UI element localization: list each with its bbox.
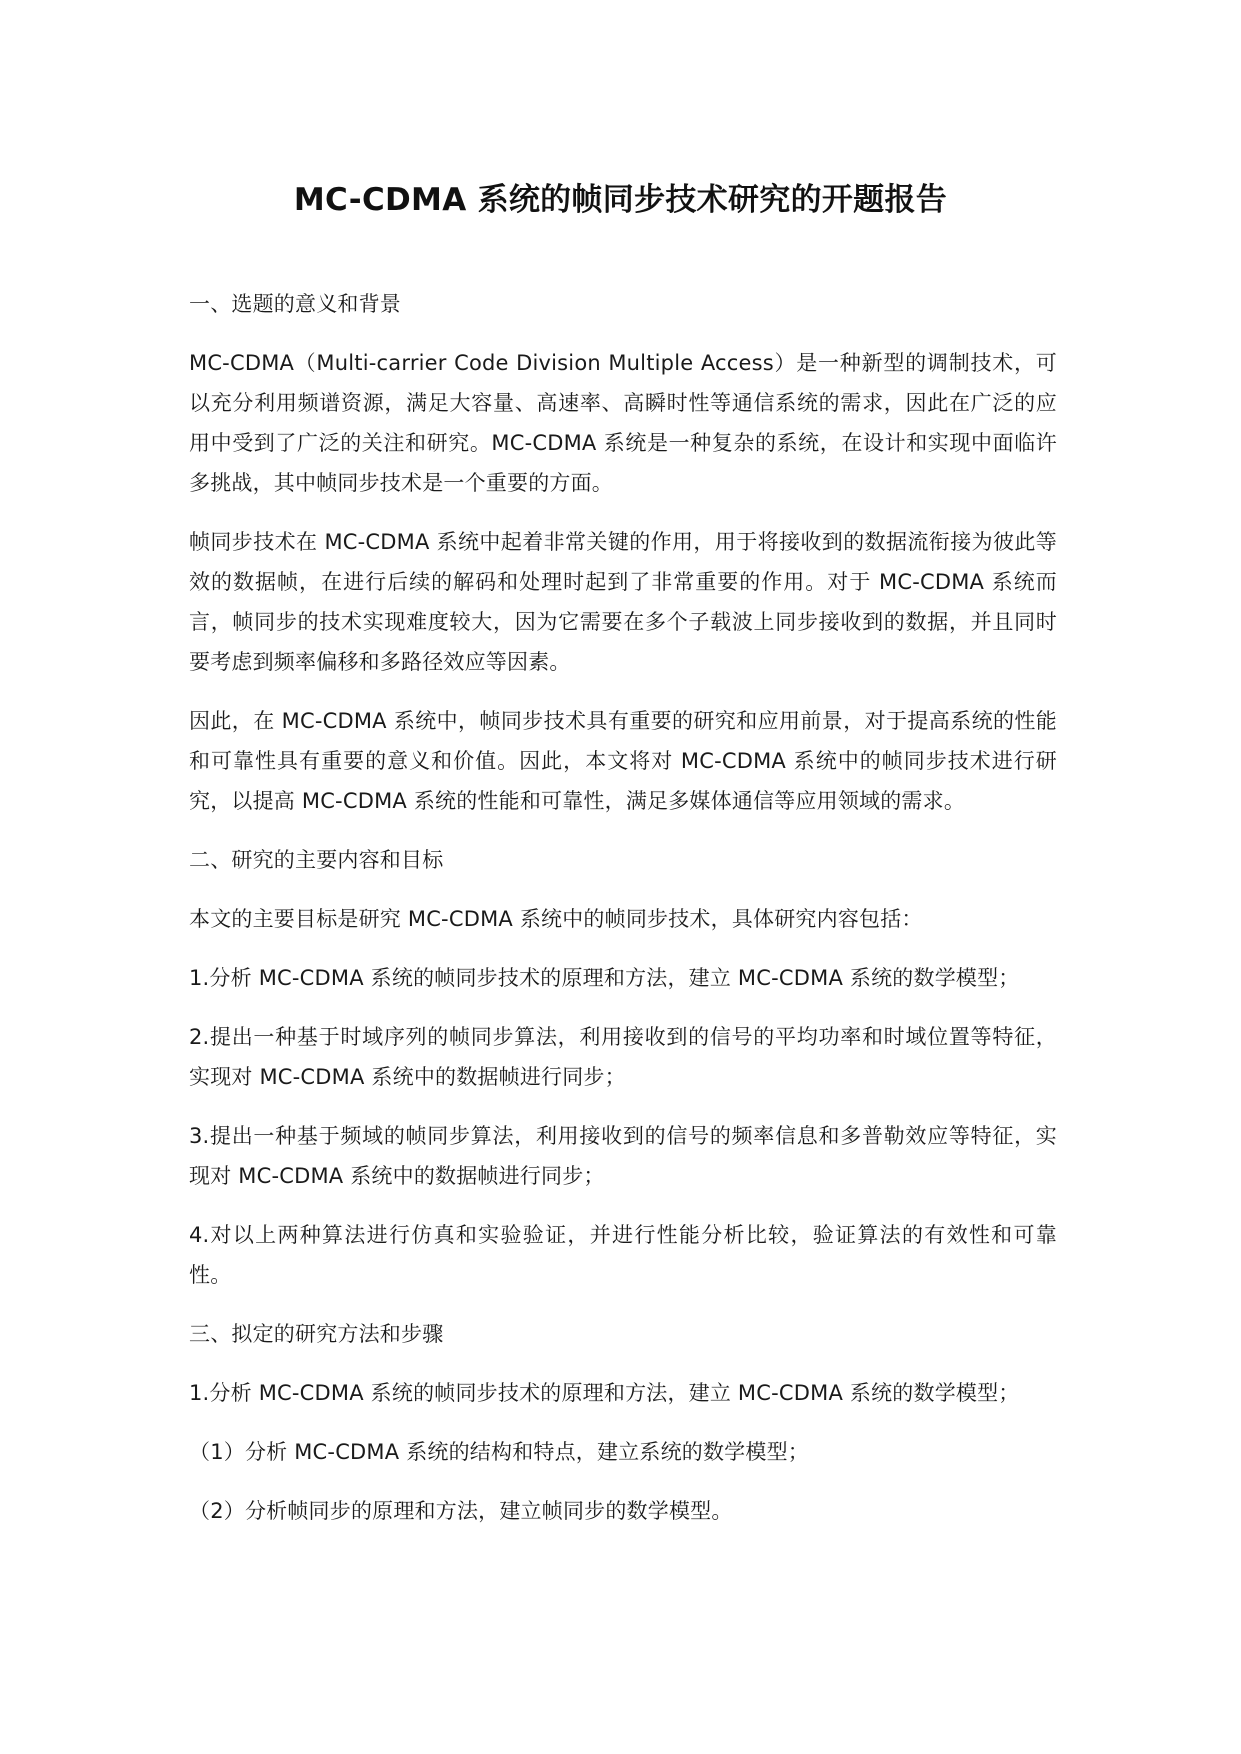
- document-body: [189, 284, 1057, 1550]
- section-heading-2: 二、研究的主要内容和目标: [189, 848, 444, 872]
- list-item: 3.提出一种基于频域的帧同步算法，利用接收到的信号的频率信息和多普勒效应等特征，实现对 MC-CDMA 系统中的数据帧进行同步；: [189, 1124, 1057, 1188]
- list-item: （2）分析帧同步的原理和方法，建立帧同步的数学模型。: [189, 1499, 733, 1523]
- body-paragraph: 本文的主要目标是研究 MC-CDMA 系统中的帧同步技术，具体研究内容包括：: [189, 907, 923, 931]
- list-item: 1.分析 MC-CDMA 系统的帧同步技术的原理和方法，建立 MC-CDMA 系统的数学模型；: [189, 1381, 1020, 1405]
- list-item: 1.分析 MC-CDMA 系统的帧同步技术的原理和方法，建立 MC-CDMA 系统的数学模型；: [189, 966, 1020, 990]
- document-title: MC-CDMA 系统的帧同步技术研究的开题报告: [293, 182, 948, 218]
- body-paragraph: 帧同步技术在 MC-CDMA 系统中起着非常关键的作用，用于将接收到的数据流衔接为彼此等效的数据帧，在进行后续的解码和处理时起到了非常重要的作用。对于 MC-CDMA 系统而言，帧同步的技术实现难度较大，因为它需要在多个子载波上同步接收到的数据，并且同时要考虑到频率偏移和多路径效应等因素。: [189, 530, 1057, 674]
- section-heading-1: 一、选题的意义和背景: [189, 292, 401, 316]
- list-item: （1）分析 MC-CDMA 系统的结构和特点，建立系统的数学模型；: [189, 1440, 809, 1464]
- list-item: 4.对以上两种算法进行仿真和实验验证，并进行性能分析比较，验证算法的有效性和可靠性。: [189, 1223, 1057, 1287]
- body-paragraph: 因此，在 MC-CDMA 系统中，帧同步技术具有重要的研究和应用前景，对于提高系统的性能和可靠性具有重要的意义和价值。因此，本文将对 MC-CDMA 系统中的帧同步技术进行研究，以提高 MC-CDMA 系统的性能和可靠性，满足多媒体通信等应用领域的需求。: [189, 709, 1057, 813]
- list-item: 2.提出一种基于时域序列的帧同步算法，利用接收到的信号的平均功率和时域位置等特征，实现对 MC-CDMA 系统中的数据帧进行同步；: [189, 1025, 1057, 1089]
- body-paragraph: MC-CDMA（Multi-carrier Code Division Multiple Access）是一种新型的调制技术，可以充分利用频谱资源，满足大容量、高速率、高瞬时性等通信系统的需求，因此在广泛的应用中受到了广泛的关注和研究。MC-CDMA 系统是一种复杂的系统，在设计和实现中面临许多挑战，其中帧同步技术是一个重要的方面。: [189, 351, 1057, 495]
- section-heading-3: 三、拟定的研究方法和步骤: [189, 1322, 444, 1346]
